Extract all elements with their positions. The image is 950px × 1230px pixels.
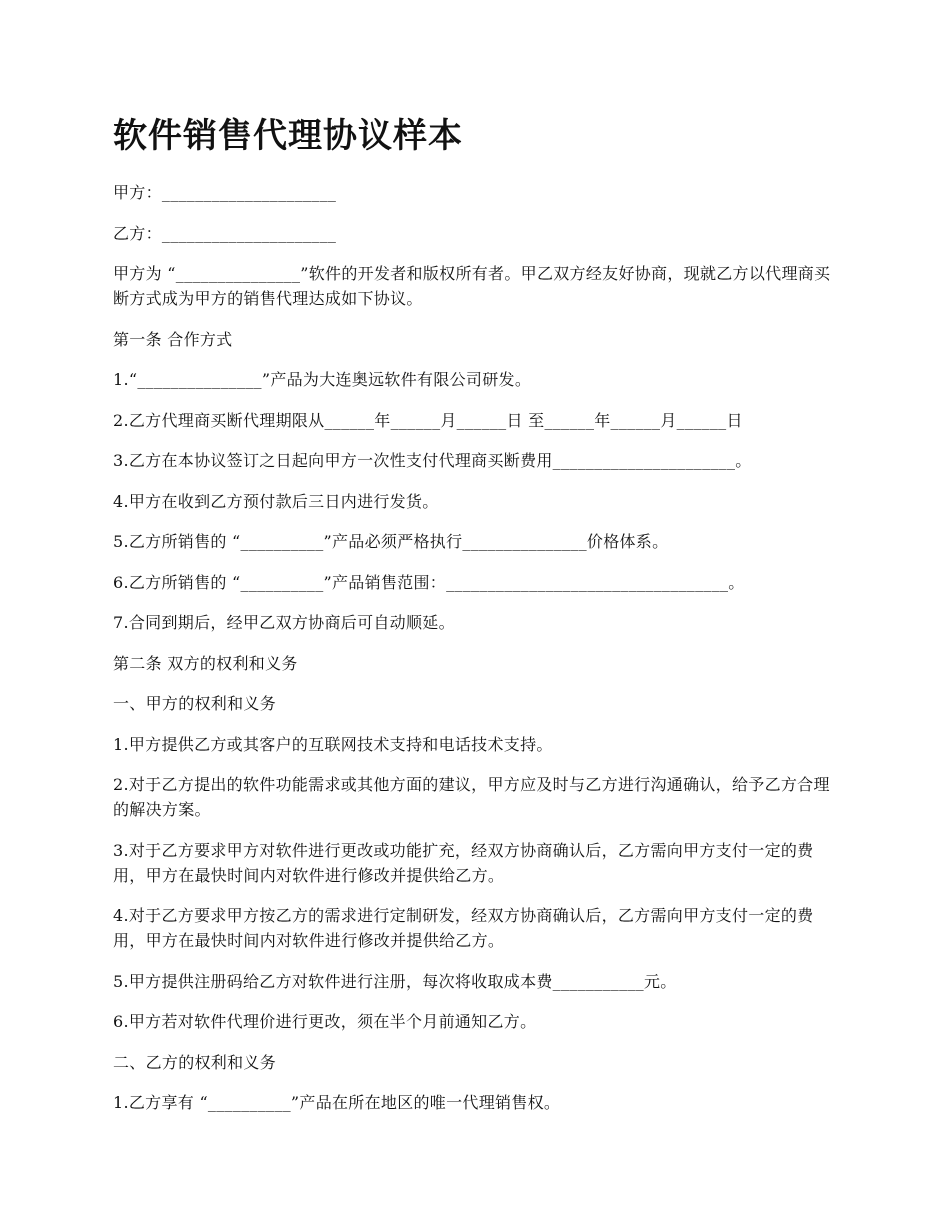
- article-1-heading: 第一条 合作方式: [113, 329, 233, 349]
- party-a-clause-2: 2.对于乙方提出的软件功能需求或其他方面的建议，甲方应及时与乙方进行沟通确认，给予乙方合理的解决方案。: [113, 775, 830, 819]
- party-b-clause-1: 1.乙方享有 “__________”产品在所在地区的唯一代理销售权。: [113, 1093, 561, 1112]
- party-b-line: 乙方：_____________________: [113, 223, 337, 243]
- article-1-clause-3: 3.乙方在本协议签订之日起向甲方一次性支付代理商买断费用______________________。: [113, 451, 752, 470]
- document-title: 软件销售代理协议样本: [113, 116, 463, 156]
- preamble-paragraph: 甲方为 “_______________”软件的开发者和版权所有者。甲乙双方经友好协商，现就乙方以代理商买断方式成为甲方的销售代理达成如下协议。: [113, 264, 831, 308]
- party-a-rights-heading: 一、甲方的权利和义务: [113, 694, 277, 713]
- article-1-clause-4: 4.甲方在收到乙方预付款后三日内进行发货。: [113, 491, 439, 511]
- article-1-clause-7: 7.合同到期后，经甲乙双方协商后可自动顺延。: [113, 613, 455, 632]
- article-1-clause-2: 2.乙方代理商买断代理期限从______年______月______日 至______年______月______日: [113, 410, 743, 430]
- article-1-clause-5: 5.乙方所销售的 “__________”产品必须严格执行_______________价格体系。: [113, 532, 669, 551]
- party-a-clause-4: 4.对于乙方要求甲方按乙方的需求进行定制研发，经双方协商确认后，乙方需向甲方支付一定的费用，甲方在最快时间内对软件进行修改并提供给乙方。: [113, 906, 814, 950]
- party-a-clause-5: 5.甲方提供注册码给乙方对软件进行注册，每次将收取成本费___________元。: [113, 971, 677, 991]
- party-a-line: 甲方：_____________________: [113, 183, 337, 202]
- article-1-clause-6: 6.乙方所销售的 “__________”产品销售范围：__________________________________。: [113, 572, 745, 592]
- party-a-clause-1: 1.甲方提供乙方或其客户的互联网技术支持和电话技术支持。: [113, 734, 553, 754]
- article-2-heading: 第二条 双方的权利和义务: [113, 653, 298, 673]
- article-1-clause-1: 1.“_______________”产品为大连奥远软件有限公司研发。: [113, 370, 532, 389]
- party-b-rights-heading: 二、乙方的权利和义务: [113, 1052, 277, 1072]
- party-a-clause-6: 6.甲方若对软件代理价进行更改，须在半个月前通知乙方。: [113, 1012, 537, 1031]
- party-a-clause-3: 3.对于乙方要求甲方对软件进行更改或功能扩充，经双方协商确认后，乙方需向甲方支付一定的费用，甲方在最快时间内对软件进行修改并提供给乙方。: [113, 840, 814, 885]
